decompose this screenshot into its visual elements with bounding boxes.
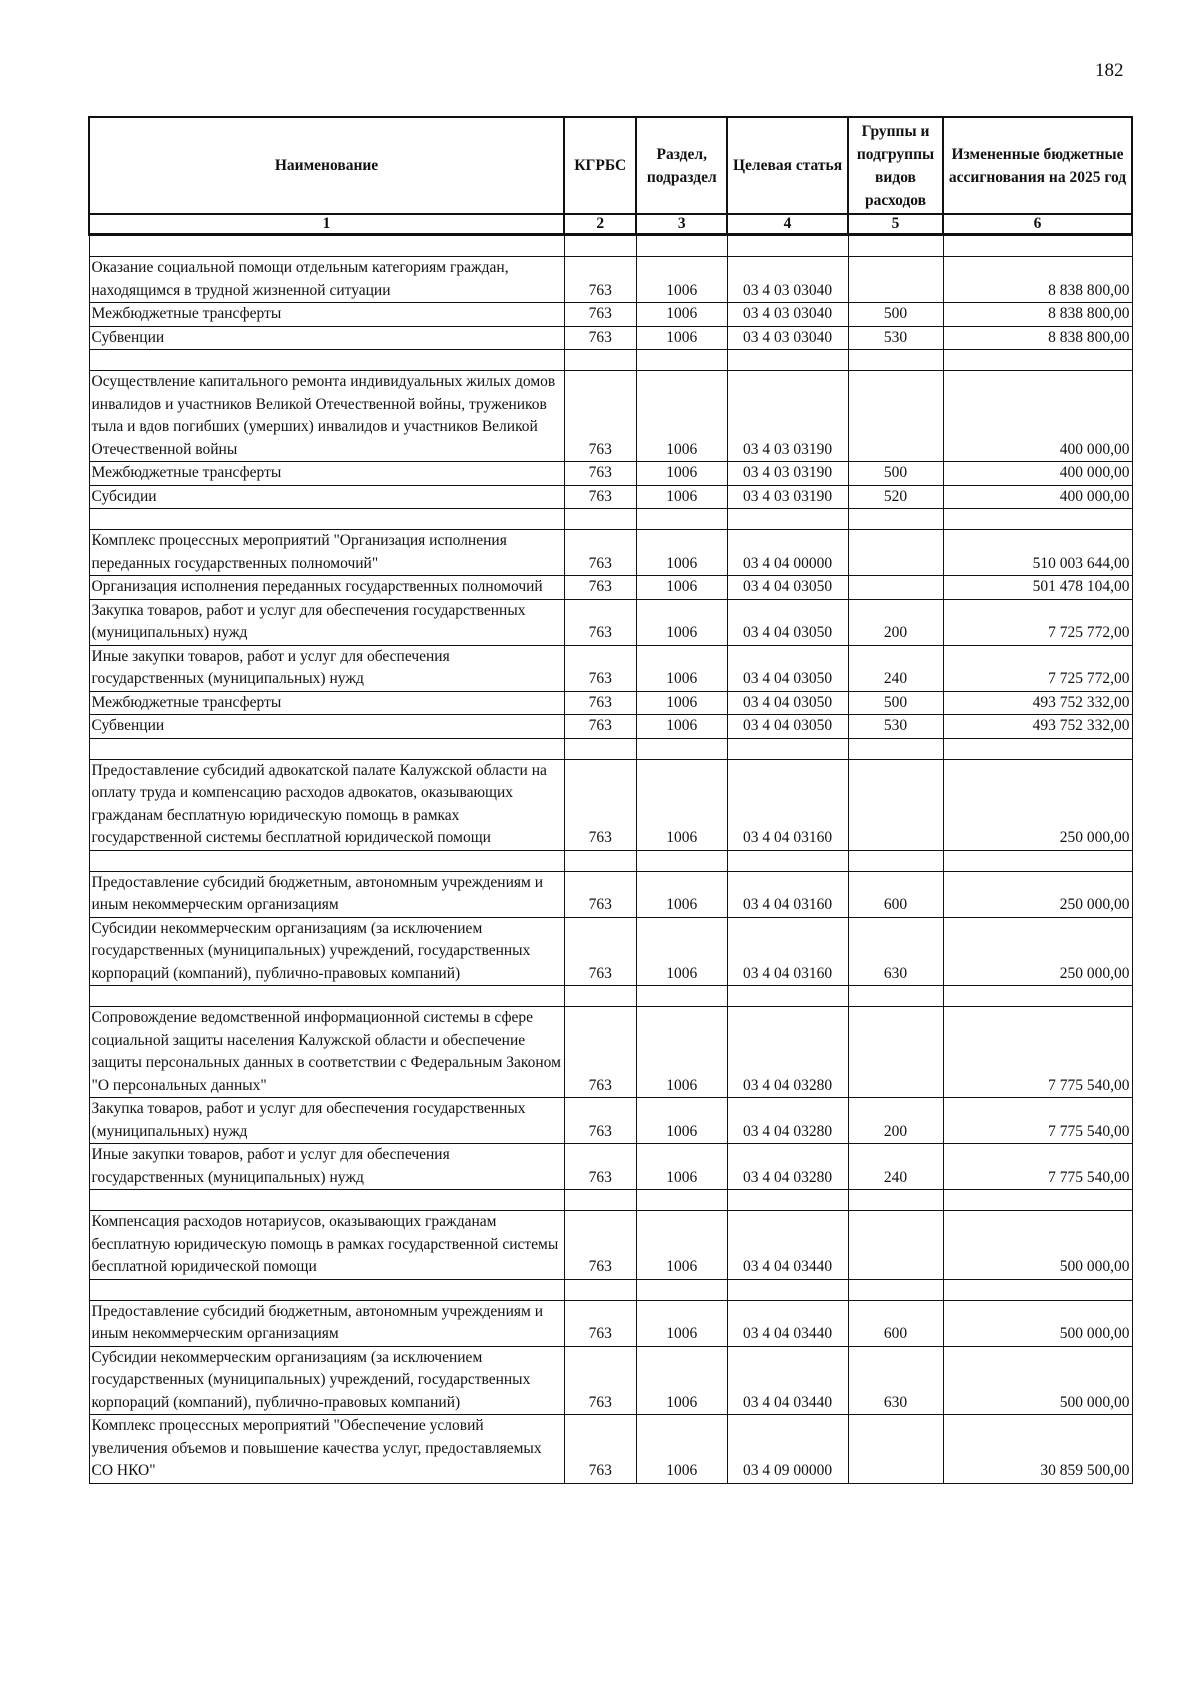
spacer-cell <box>564 1190 636 1211</box>
cell-kgrbs: 763 <box>564 715 636 739</box>
table-row <box>89 1098 1132 1144</box>
page-number: 182 <box>1095 60 1124 81</box>
cell-amount: 400 000,00 <box>943 485 1132 509</box>
spacer-row <box>89 235 1132 257</box>
spacer-cell <box>727 1279 848 1300</box>
cell-amount: 8 838 800,00 <box>943 303 1132 327</box>
cell-kgrbs: 763 <box>564 462 636 486</box>
spacer-cell <box>89 235 564 257</box>
cell-target: 03 4 03 03040 <box>727 257 848 303</box>
table-row <box>89 1346 1132 1415</box>
cell-target: 03 4 03 03190 <box>727 462 848 486</box>
cell-group <box>848 530 943 576</box>
spacer-row <box>89 350 1132 371</box>
table-row <box>89 871 1132 917</box>
cell-group: 500 <box>848 303 943 327</box>
cell-amount: 8 838 800,00 <box>943 326 1132 350</box>
cell-target: 03 4 03 03190 <box>727 371 848 462</box>
cell-kgrbs: 763 <box>564 371 636 462</box>
cell-group: 200 <box>848 599 943 645</box>
cell-amount: 500 000,00 <box>943 1300 1132 1346</box>
cell-name: Комплекс процессных мероприятий "Организация исполнения переданных государственных полномочий" <box>89 530 564 576</box>
cell-group: 600 <box>848 1300 943 1346</box>
cell-amount: 510 003 644,00 <box>943 530 1132 576</box>
cell-amount: 493 752 332,00 <box>943 715 1132 739</box>
header-section: Раздел, подраздел <box>636 117 727 214</box>
spacer-cell <box>636 1279 727 1300</box>
cell-name: Оказание социальной помощи отдельным категориям граждан, находящимся в трудной жизненной ситуации <box>89 257 564 303</box>
cell-name: Организация исполнения переданных государственных полномочий <box>89 576 564 600</box>
header-target: Целевая статья <box>727 117 848 214</box>
table-row <box>89 1007 1132 1098</box>
cell-section: 1006 <box>636 645 727 691</box>
cell-target: 03 4 04 03440 <box>727 1211 848 1280</box>
cell-kgrbs: 763 <box>564 1211 636 1280</box>
cell-name: Субсидии некоммерческим организациям (за исключением государственных (муниципальных) учреждений, государственных корпораций (компаний), публично-правовых компаний) <box>89 1346 564 1415</box>
spacer-cell <box>89 850 564 871</box>
spacer-cell <box>564 350 636 371</box>
header-kgrbs: КГРБС <box>564 117 636 214</box>
cell-kgrbs: 763 <box>564 645 636 691</box>
cell-kgrbs: 763 <box>564 257 636 303</box>
table-row <box>89 599 1132 645</box>
spacer-cell <box>848 350 943 371</box>
header-name: Наименование <box>89 117 564 214</box>
cell-group: 500 <box>848 462 943 486</box>
cell-amount: 7 725 772,00 <box>943 599 1132 645</box>
cell-section: 1006 <box>636 1007 727 1098</box>
header-group: Группы и подгруппы видов расходов <box>848 117 943 214</box>
cell-target: 03 4 04 03050 <box>727 691 848 715</box>
column-number: 5 <box>848 214 943 235</box>
spacer-cell <box>943 350 1132 371</box>
cell-kgrbs: 763 <box>564 1346 636 1415</box>
cell-section: 1006 <box>636 599 727 645</box>
spacer-cell <box>727 509 848 530</box>
table-row <box>89 371 1132 462</box>
spacer-cell <box>848 1279 943 1300</box>
cell-section: 1006 <box>636 715 727 739</box>
spacer-cell <box>943 1279 1132 1300</box>
cell-target: 03 4 04 03280 <box>727 1098 848 1144</box>
cell-group <box>848 257 943 303</box>
cell-group: 200 <box>848 1098 943 1144</box>
cell-group <box>848 1211 943 1280</box>
cell-section: 1006 <box>636 326 727 350</box>
cell-target: 03 4 09 00000 <box>727 1415 848 1484</box>
cell-amount: 7 725 772,00 <box>943 645 1132 691</box>
cell-name: Закупка товаров, работ и услуг для обеспечения государственных (муниципальных) нужд <box>89 1098 564 1144</box>
spacer-cell <box>89 509 564 530</box>
spacer-cell <box>848 235 943 257</box>
cell-group: 600 <box>848 871 943 917</box>
cell-kgrbs: 763 <box>564 485 636 509</box>
cell-kgrbs: 763 <box>564 326 636 350</box>
spacer-cell <box>848 738 943 759</box>
table-row <box>89 326 1132 350</box>
cell-name: Субсидии <box>89 485 564 509</box>
column-number: 1 <box>89 214 564 235</box>
spacer-cell <box>89 986 564 1007</box>
header-amount: Измененные бюджетные ассигнования на 2025 год <box>943 117 1132 214</box>
cell-target: 03 4 04 03440 <box>727 1300 848 1346</box>
cell-section: 1006 <box>636 1098 727 1144</box>
cell-section: 1006 <box>636 917 727 986</box>
cell-kgrbs: 763 <box>564 1098 636 1144</box>
cell-target: 03 4 03 03040 <box>727 303 848 327</box>
cell-amount: 30 859 500,00 <box>943 1415 1132 1484</box>
spacer-cell <box>943 986 1132 1007</box>
spacer-cell <box>636 986 727 1007</box>
cell-target: 03 4 04 03160 <box>727 759 848 850</box>
cell-amount: 8 838 800,00 <box>943 257 1132 303</box>
cell-amount: 250 000,00 <box>943 917 1132 986</box>
table-row <box>89 462 1132 486</box>
column-number: 2 <box>564 214 636 235</box>
cell-amount: 250 000,00 <box>943 871 1132 917</box>
cell-section: 1006 <box>636 576 727 600</box>
cell-kgrbs: 763 <box>564 1300 636 1346</box>
cell-name: Компенсация расходов нотариусов, оказывающих гражданам бесплатную юридическую помощь в рамках государственной системы бесплатной юридической помощи <box>89 1211 564 1280</box>
cell-name: Сопровождение ведомственной информационной системы в сфере социальной защиты населения Калужской области и обеспечение защиты персональных данных в соответствии с Федеральным Законом "О персональных данных" <box>89 1007 564 1098</box>
cell-group: 240 <box>848 1144 943 1190</box>
spacer-cell <box>564 1279 636 1300</box>
cell-group: 530 <box>848 326 943 350</box>
cell-kgrbs: 763 <box>564 917 636 986</box>
cell-section: 1006 <box>636 462 727 486</box>
spacer-cell <box>943 509 1132 530</box>
cell-name: Закупка товаров, работ и услуг для обеспечения государственных (муниципальных) нужд <box>89 599 564 645</box>
cell-kgrbs: 763 <box>564 1144 636 1190</box>
spacer-row <box>89 850 1132 871</box>
cell-target: 03 4 04 03280 <box>727 1007 848 1098</box>
cell-name: Субвенции <box>89 715 564 739</box>
spacer-cell <box>727 850 848 871</box>
cell-amount: 500 000,00 <box>943 1211 1132 1280</box>
cell-group: 240 <box>848 645 943 691</box>
cell-amount: 500 000,00 <box>943 1346 1132 1415</box>
cell-group: 530 <box>848 715 943 739</box>
spacer-cell <box>89 350 564 371</box>
cell-kgrbs: 763 <box>564 530 636 576</box>
cell-amount: 493 752 332,00 <box>943 691 1132 715</box>
spacer-cell <box>848 509 943 530</box>
column-number: 6 <box>943 214 1132 235</box>
cell-amount: 400 000,00 <box>943 462 1132 486</box>
cell-group <box>848 371 943 462</box>
spacer-cell <box>564 235 636 257</box>
spacer-row <box>89 1190 1132 1211</box>
table-row <box>89 485 1132 509</box>
spacer-cell <box>727 738 848 759</box>
table-row <box>89 576 1132 600</box>
spacer-row <box>89 986 1132 1007</box>
table-row <box>89 691 1132 715</box>
column-number-row <box>89 214 1132 235</box>
spacer-cell <box>727 350 848 371</box>
cell-amount: 7 775 540,00 <box>943 1144 1132 1190</box>
cell-section: 1006 <box>636 485 727 509</box>
cell-name: Иные закупки товаров, работ и услуг для обеспечения государственных (муниципальных) нужд <box>89 645 564 691</box>
cell-name: Комплекс процессных мероприятий "Обеспечение условий увеличения объемов и повышение качества услуг, предоставляемых СО НКО" <box>89 1415 564 1484</box>
cell-section: 1006 <box>636 691 727 715</box>
table-row <box>89 303 1132 327</box>
cell-section: 1006 <box>636 1144 727 1190</box>
cell-target: 03 4 03 03040 <box>727 326 848 350</box>
cell-group <box>848 1415 943 1484</box>
cell-target: 03 4 04 03440 <box>727 1346 848 1415</box>
spacer-cell <box>727 986 848 1007</box>
table-row <box>89 257 1132 303</box>
cell-name: Предоставление субсидий адвокатской палате Калужской области на оплату труда и компенсацию расходов адвокатов, оказывающих гражданам бесплатную юридическую помощь в рамках государственной системы бесплатной юридической помощи <box>89 759 564 850</box>
table-row <box>89 1144 1132 1190</box>
table-row <box>89 917 1132 986</box>
cell-group <box>848 1007 943 1098</box>
cell-name: Субвенции <box>89 326 564 350</box>
cell-kgrbs: 763 <box>564 1007 636 1098</box>
cell-target: 03 4 04 03050 <box>727 576 848 600</box>
cell-amount: 7 775 540,00 <box>943 1098 1132 1144</box>
cell-group <box>848 576 943 600</box>
cell-target: 03 4 04 03050 <box>727 715 848 739</box>
cell-target: 03 4 03 03190 <box>727 485 848 509</box>
cell-name: Осуществление капитального ремонта индивидуальных жилых домов инвалидов и участников Великой Отечественной войны, тружеников тыла и вдов погибших (умерших) инвалидов и участников Великой Отечественной войны <box>89 371 564 462</box>
cell-name: Иные закупки товаров, работ и услуг для обеспечения государственных (муниципальных) нужд <box>89 1144 564 1190</box>
table-row <box>89 1415 1132 1484</box>
spacer-cell <box>89 1190 564 1211</box>
spacer-row <box>89 1279 1132 1300</box>
cell-section: 1006 <box>636 530 727 576</box>
spacer-cell <box>848 986 943 1007</box>
spacer-row <box>89 738 1132 759</box>
cell-name: Предоставление субсидий бюджетным, автономным учреждениям и иным некоммерческим организациям <box>89 871 564 917</box>
spacer-cell <box>727 235 848 257</box>
cell-group: 520 <box>848 485 943 509</box>
spacer-cell <box>636 235 727 257</box>
cell-kgrbs: 763 <box>564 599 636 645</box>
spacer-cell <box>943 738 1132 759</box>
table-row <box>89 530 1132 576</box>
spacer-cell <box>943 850 1132 871</box>
spacer-cell <box>89 738 564 759</box>
cell-group: 630 <box>848 917 943 986</box>
cell-name: Межбюджетные трансферты <box>89 691 564 715</box>
cell-target: 03 4 04 03050 <box>727 645 848 691</box>
cell-amount: 501 478 104,00 <box>943 576 1132 600</box>
spacer-cell <box>727 1190 848 1211</box>
cell-section: 1006 <box>636 871 727 917</box>
cell-name: Субсидии некоммерческим организациям (за исключением государственных (муниципальных) учреждений, государственных корпораций (компаний), публично-правовых компаний) <box>89 917 564 986</box>
cell-group <box>848 759 943 850</box>
cell-name: Предоставление субсидий бюджетным, автономным учреждениям и иным некоммерческим организациям <box>89 1300 564 1346</box>
cell-kgrbs: 763 <box>564 759 636 850</box>
cell-kgrbs: 763 <box>564 871 636 917</box>
cell-name: Межбюджетные трансферты <box>89 462 564 486</box>
spacer-cell <box>564 850 636 871</box>
spacer-cell <box>89 1279 564 1300</box>
column-number: 4 <box>727 214 848 235</box>
cell-section: 1006 <box>636 1415 727 1484</box>
cell-amount: 250 000,00 <box>943 759 1132 850</box>
cell-kgrbs: 763 <box>564 691 636 715</box>
spacer-cell <box>564 986 636 1007</box>
cell-section: 1006 <box>636 257 727 303</box>
table-body <box>89 235 1132 1484</box>
table-row <box>89 1300 1132 1346</box>
cell-section: 1006 <box>636 759 727 850</box>
budget-table <box>88 116 1133 1484</box>
cell-target: 03 4 04 03160 <box>727 917 848 986</box>
cell-amount: 7 775 540,00 <box>943 1007 1132 1098</box>
cell-section: 1006 <box>636 371 727 462</box>
cell-section: 1006 <box>636 1346 727 1415</box>
cell-kgrbs: 763 <box>564 1415 636 1484</box>
table-row <box>89 759 1132 850</box>
header-row <box>89 117 1132 214</box>
cell-kgrbs: 763 <box>564 576 636 600</box>
spacer-cell <box>636 350 727 371</box>
spacer-row <box>89 509 1132 530</box>
table-row <box>89 715 1132 739</box>
cell-target: 03 4 04 03160 <box>727 871 848 917</box>
cell-target: 03 4 04 03280 <box>727 1144 848 1190</box>
spacer-cell <box>636 1190 727 1211</box>
cell-target: 03 4 04 03050 <box>727 599 848 645</box>
cell-section: 1006 <box>636 303 727 327</box>
column-number: 3 <box>636 214 727 235</box>
table-row <box>89 1211 1132 1280</box>
spacer-cell <box>636 850 727 871</box>
spacer-cell <box>564 509 636 530</box>
spacer-cell <box>848 850 943 871</box>
spacer-cell <box>564 738 636 759</box>
spacer-cell <box>636 738 727 759</box>
cell-amount: 400 000,00 <box>943 371 1132 462</box>
cell-group: 630 <box>848 1346 943 1415</box>
cell-target: 03 4 04 00000 <box>727 530 848 576</box>
table-row <box>89 645 1132 691</box>
spacer-cell <box>943 1190 1132 1211</box>
cell-kgrbs: 763 <box>564 303 636 327</box>
cell-section: 1006 <box>636 1300 727 1346</box>
cell-group: 500 <box>848 691 943 715</box>
spacer-cell <box>636 509 727 530</box>
cell-name: Межбюджетные трансферты <box>89 303 564 327</box>
cell-section: 1006 <box>636 1211 727 1280</box>
spacer-cell <box>848 1190 943 1211</box>
spacer-cell <box>943 235 1132 257</box>
